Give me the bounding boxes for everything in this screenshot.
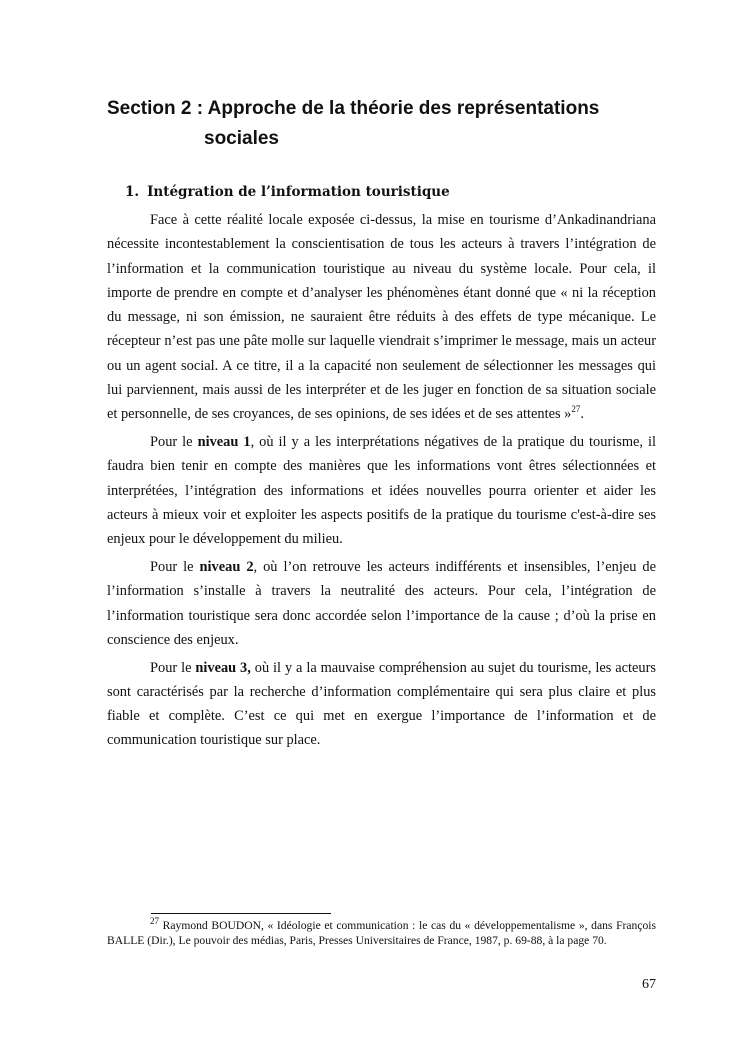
paragraph-3-text: , où l’on retrouve les acteurs indifférents et insensibles, l’enjeu de l’information s’installe à travers la neutralité des acteurs. Pour cela, l’intégration de l’information touristique sera donc accordée selon l’importance de la cause ; d’où la prise en conscience des enjeux. — [107, 558, 656, 648]
subsection-number: 1. — [125, 184, 140, 200]
paragraph-3 — [107, 555, 656, 652]
section-title-line2: sociales — [204, 128, 279, 149]
paragraph-4-text: où il y a la mauvaise compréhension au sujet du tourisme, les acteurs sont caractérisés par la recherche d’information complémentaire qui sera plus claire et plus fiable et complète. C’est ce qui met en exergue l’importance de l’information et de communication touristique sur place. — [107, 659, 656, 749]
section-title — [107, 94, 667, 154]
subsection-title — [125, 184, 450, 200]
level-3-label: niveau 3, — [195, 659, 251, 676]
footnote-ref-27[interactable]: 27 — [571, 404, 581, 415]
subsection-title-text: Intégration de l’information touristique — [147, 184, 450, 200]
paragraph-4 — [107, 656, 656, 753]
paragraph-4-pre: Pour le — [150, 659, 196, 676]
section-title-line1: Section 2 : Approche de la théorie des représentations — [107, 98, 600, 119]
paragraph-3-pre: Pour le — [150, 558, 200, 575]
footnote — [107, 918, 656, 948]
page-number: 67 — [642, 977, 656, 992]
footnote-text: Raymond BOUDON, « Idéologie et communication : le cas du « développementalisme », dans François BALLE (Dir.), Le pouvoir des médias, Paris, Presses Universitaires de France, 1987, p. 69-88, à la page 70. — [107, 919, 656, 947]
paragraph-2 — [107, 430, 656, 551]
footnote-number: 27 — [150, 916, 159, 927]
paragraph-1-end: . — [580, 406, 584, 423]
body-text — [107, 208, 656, 756]
level-1-label: niveau 1 — [197, 434, 251, 451]
level-2-label: niveau 2 — [199, 558, 254, 575]
paragraph-1-text: Face à cette réalité locale exposée ci-dessus, la mise en tourisme d’Ankadinandriana nécessite incontestablement la conscientisation de tous les acteurs à travers l’intégration de l’information et la communication touristique au niveau du système locale. Pour cela, il importe de prendre en compte et d’analyser les phénomènes étant donné que « ni la réception du message, ni son émission, ne sauraient être réduits à des effets de type mécanique. Le récepteur n’est pas une pâte molle sur laquelle viendrait s’imprimer le message, mais un acteur ou un agent social. A ce titre, il a la capacité non seulement de sélectionner les messages qui lui parviennent, mais aussi de les interpréter et de les juger en fonction de sa situation sociale et personnelle, de ses croyances, de ses opinions, de ses idées et de ses attentes » — [107, 212, 656, 423]
paragraph-2-pre: Pour le — [150, 434, 198, 451]
paragraph-1 — [107, 208, 656, 427]
paragraph-2-text: , où il y a les interprétations négatives de la pratique du tourisme, il faudra bien tenir en compte des manières que les informations vont êtres sélectionnées et interprétées, l’intégration des informations et idées nouvelles pourra orienter et aider les acteurs à mieux voir et exploiter les aspects positifs de la pratique du tourisme c'est-à-dire ses enjeux pour le développement du milieu. — [107, 434, 657, 548]
footnote-separator — [151, 913, 331, 914]
